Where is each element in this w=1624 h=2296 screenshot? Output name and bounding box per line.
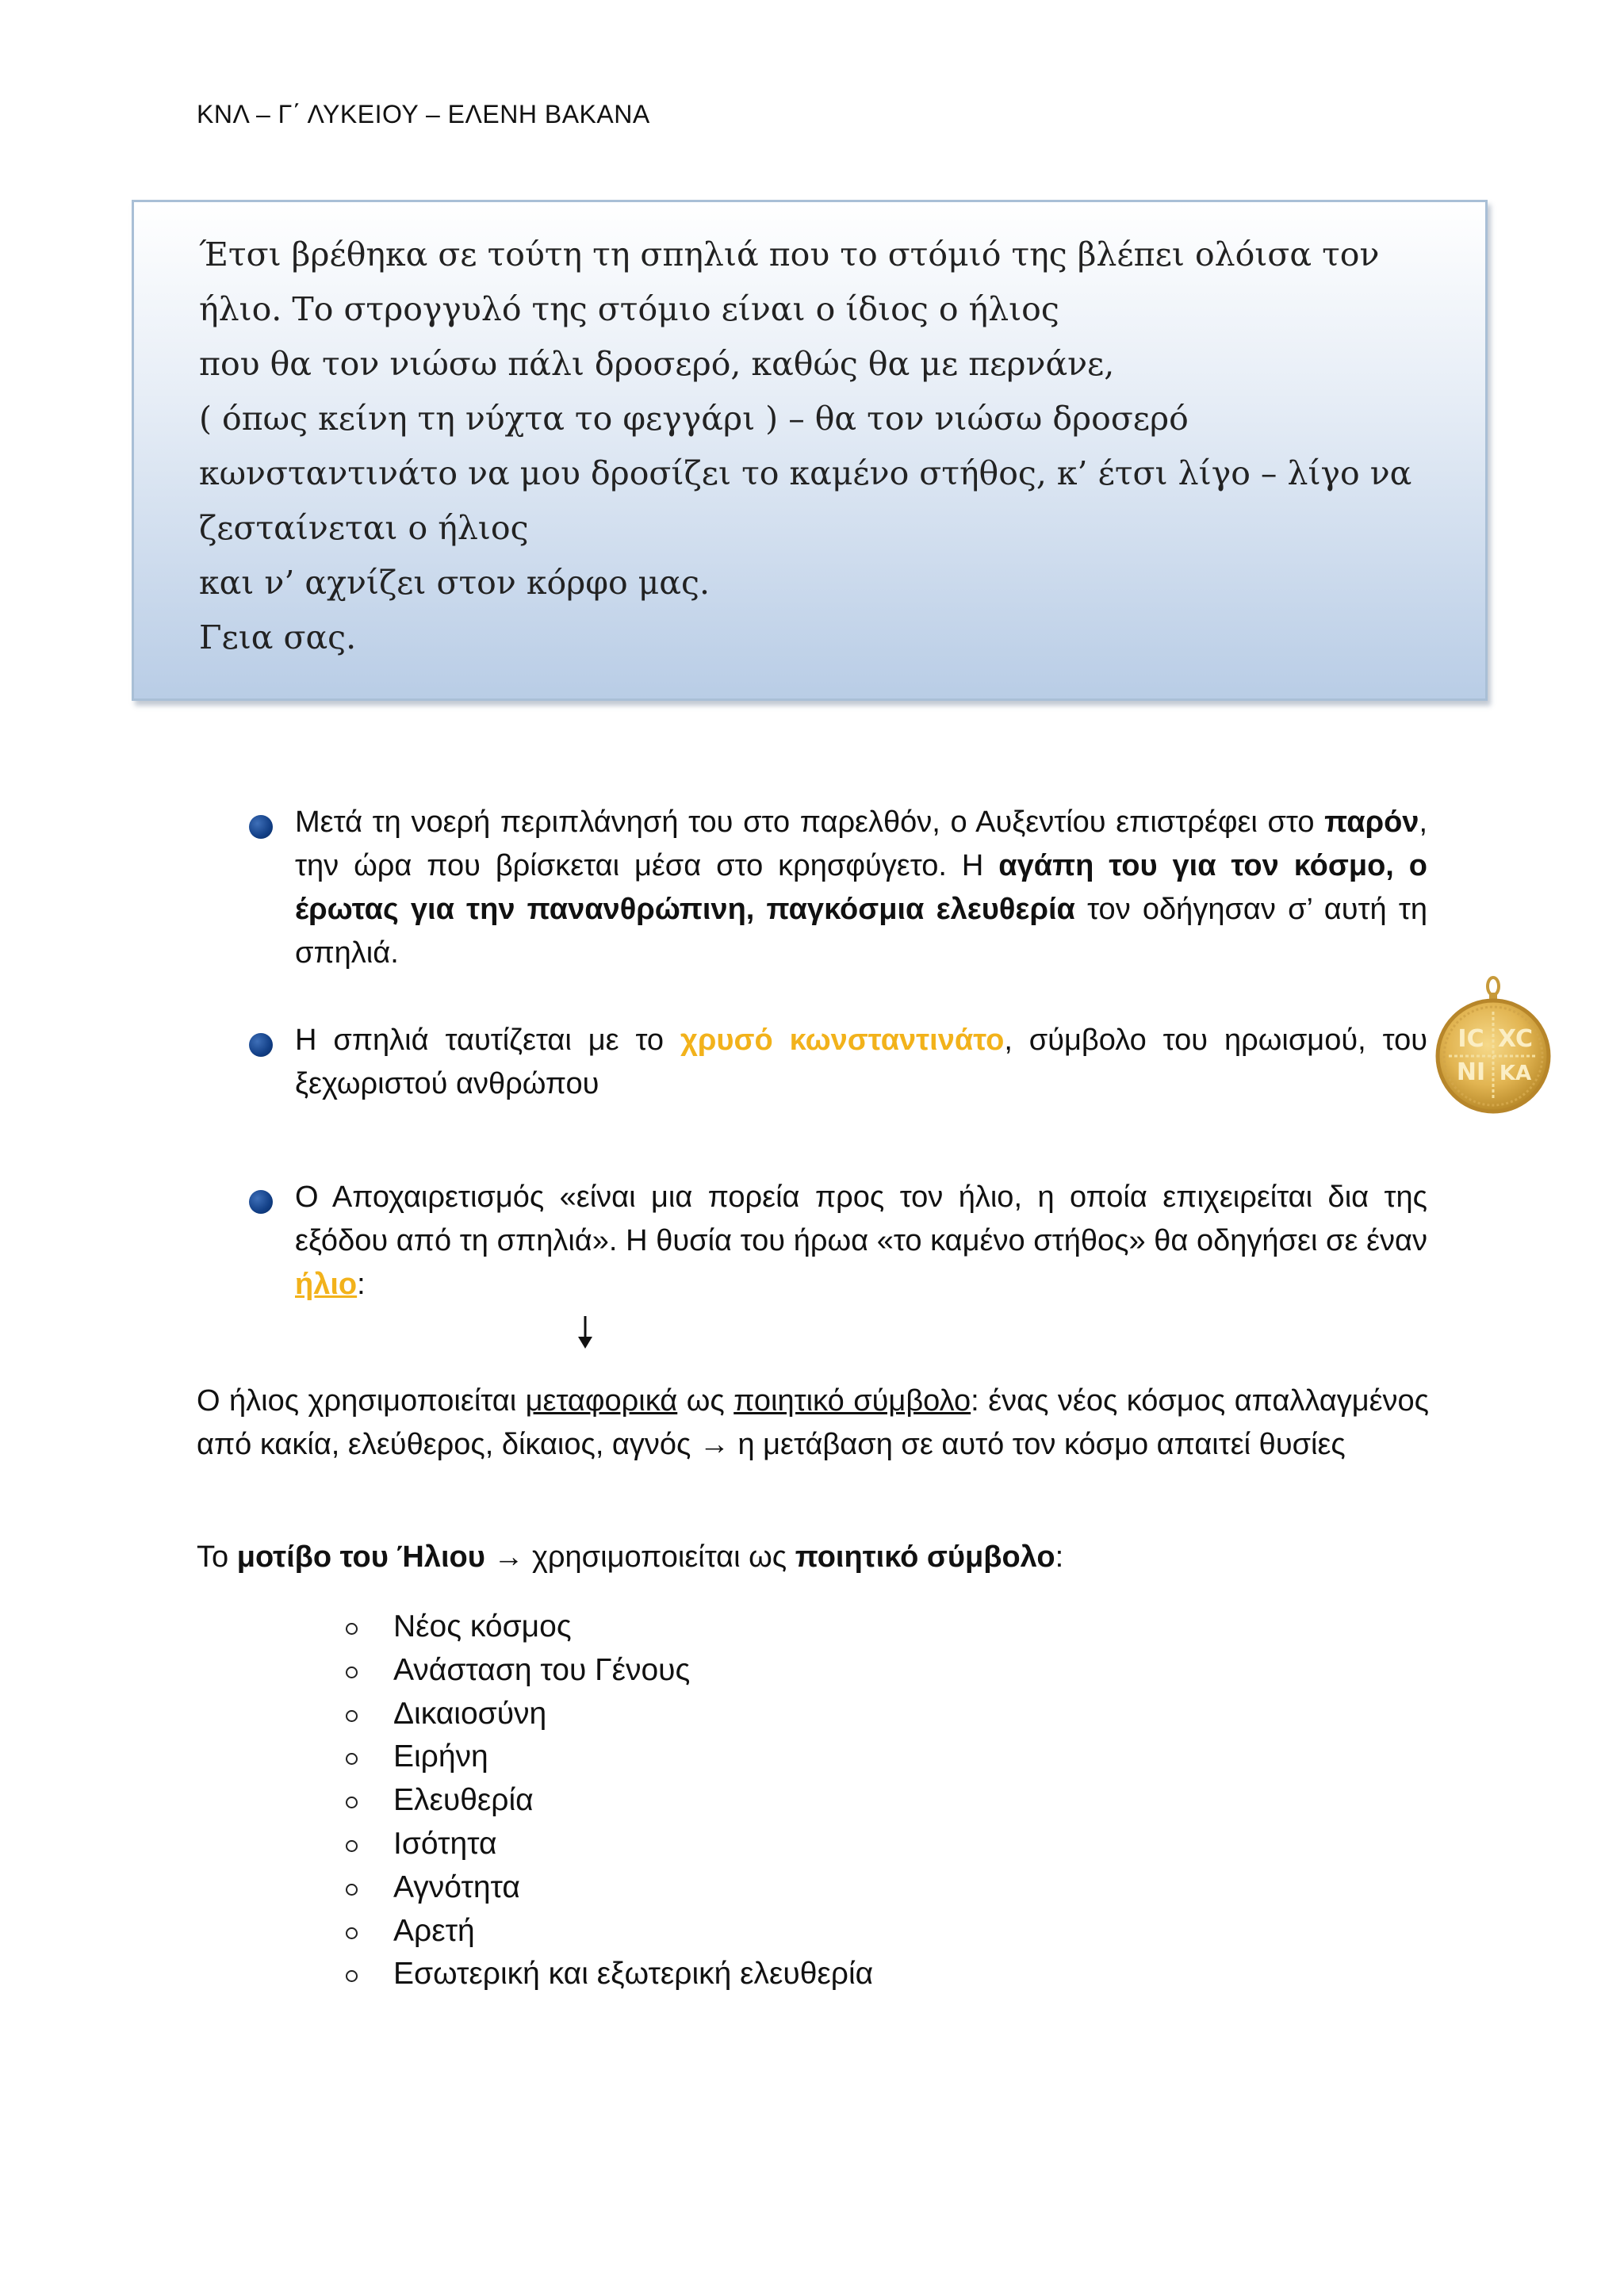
- list-item-label: Αρετή: [393, 1913, 475, 1948]
- highlight-text: ήλιο: [295, 1268, 358, 1301]
- list-item: [341, 1910, 873, 1954]
- bold-text: ποιητικό σύμβολο: [795, 1540, 1055, 1574]
- bullet-text: , την ώρα που βρίσκεται μέσα στο κρησφύγετο. Η: [295, 806, 1427, 882]
- coin-letters: IC: [1457, 1025, 1484, 1053]
- konstantinato-coin-icon: [1434, 975, 1553, 1114]
- list-item: [341, 1693, 873, 1736]
- para-text: ως: [677, 1384, 734, 1418]
- highlight-text: χρυσό κωνσταντινάτο: [680, 1024, 1005, 1057]
- bullet-text: Μετά τη νοερή περιπλάνησή του στο παρελθόν, ο Αυξεντίου επιστρέφει στο: [295, 806, 1325, 839]
- page-header: ΚΝΛ – Γ΄ ΛΥΚΕΙΟΥ – ΕΛΕΝΗ ΒΑΚΑΝΑ: [197, 100, 650, 128]
- sun-motif-paragraph: [197, 1536, 1429, 1579]
- list-item: [341, 1779, 873, 1823]
- bold-text: αγάπη του για τον κόσμο, ο έρωτας για την πανανθρώπινη, παγκόσμια ελευθερία: [295, 849, 1428, 926]
- bullet-text: Ο Αποχαιρετισμός «είναι μια πορεία προς τον ήλιο, η οποία επιχειρείται δια της εξόδου από τη σπηλιά». Η θυσία του ήρωα «το καμένο στήθος» θα οδηγήσει σε έναν: [295, 1181, 1427, 1257]
- list-item-label: Ισότητα: [393, 1826, 497, 1861]
- symbol-list: [341, 1605, 873, 1996]
- poem-line: Έτσι βρέθηκα σε τούτη τη σπηλιά που το στόμιό της βλέπει ολόισα τον: [199, 235, 1380, 274]
- poem-line: ( όπως κείνη τη νύχτα το φεγγάρι ) – θα τον νιώσω δροσερό: [199, 400, 1189, 438]
- bold-text: μοτίβο του Ήλιου: [236, 1540, 485, 1574]
- bullet-dot-icon: [249, 815, 273, 839]
- bullet-text: , σύμβολο του ηρωισμού, του ξεχωριστού ανθρώπου: [295, 1024, 1427, 1100]
- list-item: [341, 1605, 873, 1649]
- underlined-text: μεταφορικά: [525, 1384, 678, 1418]
- para-text: Το: [197, 1540, 237, 1574]
- list-item-label: Δικαιοσύνη: [393, 1696, 547, 1731]
- circle-bullet-icon: [346, 1840, 358, 1852]
- para-text: → χρησιμοποιείται ως: [485, 1540, 795, 1574]
- circle-bullet-icon: [346, 1753, 358, 1765]
- bullet-item-cave: [246, 1019, 1427, 1106]
- coin-letters: NI: [1456, 1058, 1486, 1086]
- para-text: : ένας νέος κόσμος απαλλαγμένος από κακία, ελεύθερος, δίκαιος, αγνός → η μετάβαση σε αυτό τον κόσμο απαιτεί θυσίες: [197, 1384, 1429, 1461]
- poem-line: ήλιο. Το στρογγυλό της στόμιο είναι ο ίδιος ο ήλιος: [199, 290, 1059, 328]
- sun-metaphor-paragraph: [197, 1380, 1429, 1467]
- list-item: [341, 1823, 873, 1866]
- list-item-label: Ειρήνη: [393, 1739, 488, 1774]
- bullet-dot-icon: [249, 1190, 273, 1214]
- circle-bullet-icon: [346, 1710, 358, 1722]
- coin-letters: XC: [1497, 1025, 1534, 1053]
- coin-letters: KA: [1499, 1062, 1532, 1085]
- circle-bullet-icon: [346, 1797, 358, 1808]
- bullet-text: τον οδήγησαν σ’ αυτή τη σπηλιά.: [295, 893, 1427, 970]
- poem-line: κωνσταντινάτο να μου δροσίζει το καμένο στήθος, κ’ έτσι λίγο – λίγο να: [199, 454, 1412, 492]
- bullet-text: :: [357, 1268, 366, 1301]
- bold-text: παρόν: [1324, 806, 1419, 839]
- poem-line: και ν’ αχνίζει στον κόρφο μας.: [199, 564, 710, 602]
- list-item: [341, 1649, 873, 1693]
- poem-line: Γεια σας.: [199, 618, 357, 656]
- circle-bullet-icon: [346, 1970, 358, 1982]
- underlined-text: ποιητικό σύμβολο: [733, 1384, 971, 1418]
- bullet-text: Η σπηλιά ταυτίζεται με το: [295, 1024, 680, 1057]
- circle-bullet-icon: [346, 1884, 358, 1896]
- circle-bullet-icon: [346, 1927, 358, 1939]
- list-item-label: Ανάσταση του Γένους: [393, 1652, 691, 1687]
- list-item: [341, 1866, 873, 1910]
- list-item-label: Εσωτερική και εξωτερική ελευθερία: [393, 1957, 874, 1992]
- list-item: [341, 1735, 873, 1779]
- para-text: :: [1055, 1540, 1064, 1574]
- bullet-item-farewell: [246, 1176, 1427, 1307]
- bullet-dot-icon: [249, 1033, 273, 1057]
- list-item-label: Αγνότητα: [393, 1869, 520, 1904]
- list-item-label: Ελευθερία: [393, 1783, 534, 1818]
- circle-bullet-icon: [346, 1623, 358, 1635]
- circle-bullet-icon: [346, 1667, 358, 1678]
- list-item: [341, 1953, 873, 1996]
- poem-line: ζεσταίνεται ο ήλιος: [199, 509, 529, 547]
- para-text: Ο ήλιος χρησιμοποιείται: [197, 1384, 526, 1418]
- bullet-item-return: [246, 801, 1427, 975]
- quote-box: [132, 200, 1488, 701]
- list-item-label: Νέος κόσμος: [393, 1609, 572, 1644]
- arrow-down-icon: [576, 1316, 595, 1349]
- bullet-list: [246, 801, 1427, 1307]
- poem-line: που θα τον νιώσω πάλι δροσερό, καθώς θα με περνάνε,: [199, 345, 1115, 383]
